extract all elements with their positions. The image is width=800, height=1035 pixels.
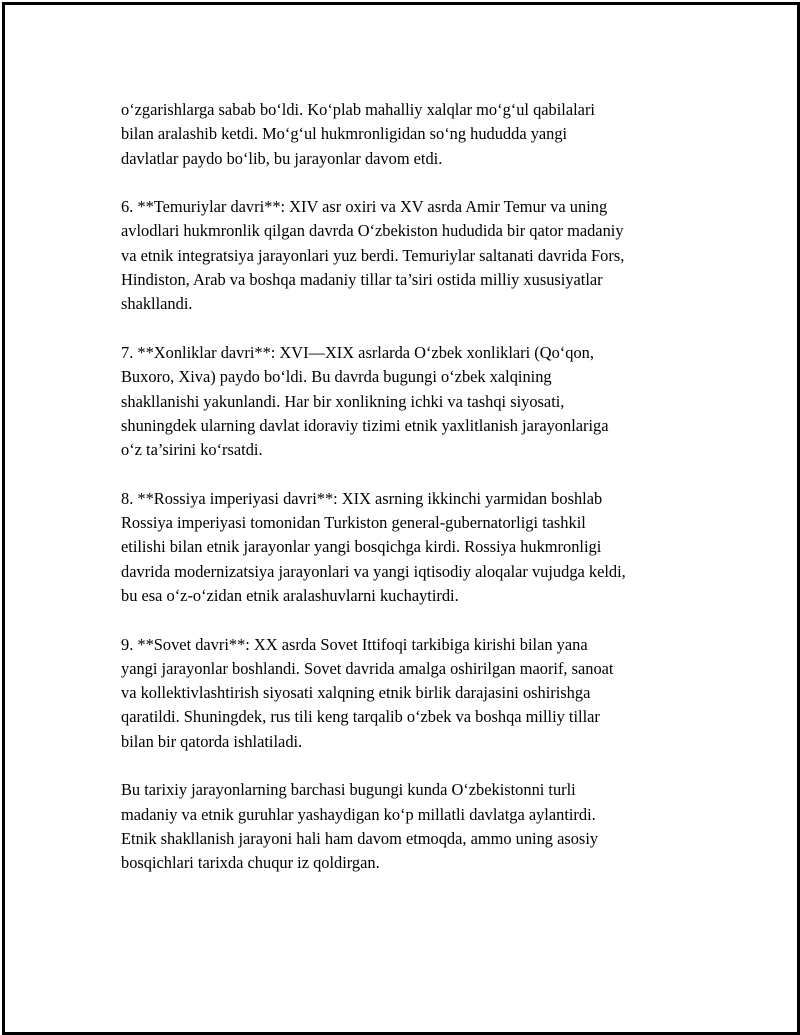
text-line: bu esa o‘z-o‘zidan etnik aralashuvlarni kuchaytirdi. xyxy=(121,585,459,605)
text-line: shakllandi. xyxy=(121,294,193,314)
paragraph-temurid-period xyxy=(121,195,701,316)
paragraph-gap xyxy=(121,462,701,486)
text-line: 7. **Xonliklar davri**: XVI—XIX asrlarda O‘zbek xonliklari (Qo‘qon, xyxy=(121,342,594,362)
text-line: Rossiya imperiyasi tomonidan Turkiston general-gubernatorligi tashkil xyxy=(121,513,586,533)
text-line: Bu tarixiy jarayonlarning barchasi bugungi kunda O‘zbekistonni turli xyxy=(121,780,576,800)
text-line: yangi jarayonlar boshlandi. Sovet davrida amalga oshirilgan maorif, sanoat xyxy=(121,658,614,678)
document-page xyxy=(2,2,800,1035)
text-line: davlatlar paydo bo‘lib, bu jarayonlar davom etdi. xyxy=(121,148,443,168)
text-line: va kollektivlashtirish siyosati xalqning etnik birlik darajasini oshirishga xyxy=(121,683,591,703)
text-line: Hindiston, Arab va boshqa madaniy tillar ta’siri ostida milliy xususiyatlar xyxy=(121,270,603,290)
text-line: va etnik integratsiya jarayonlari yuz berdi. Temuriylar saltanati davrida Fors, xyxy=(121,245,625,265)
paragraph-gap xyxy=(121,608,701,632)
text-line: avlodlari hukmronlik qilgan davrda O‘zbekiston hududida bir qator madaniy xyxy=(121,221,624,241)
paragraph-gap xyxy=(121,171,701,195)
text-line: shuningdek ularning davlat idoraviy tizimi etnik yaxlitlanish jarayonlariga xyxy=(121,415,609,435)
text-line: bilan aralashib ketdi. Mo‘g‘ul hukmronligidan so‘ng hududda yangi xyxy=(121,124,568,144)
paragraph-conclusion xyxy=(121,778,701,875)
text-line: bilan bir qatorda ishlatiladi. xyxy=(121,731,303,751)
document-body xyxy=(121,98,701,876)
paragraph-gap xyxy=(121,754,701,778)
text-line: 8. **Rossiya imperiyasi davri**: XIX asrning ikkinchi yarmidan boshlab xyxy=(121,488,603,508)
text-line: etilishi bilan etnik jarayonlar yangi bosqichga kirdi. Rossiya hukmronligi xyxy=(121,537,602,557)
paragraph-mongol-period xyxy=(121,98,701,171)
text-line: davrida modernizatsiya jarayonlari va yangi iqtisodiy aloqalar vujudga keldi, xyxy=(121,561,626,581)
text-line: Buxoro, Xiva) paydo bo‘ldi. Bu davrda bugungi o‘zbek xalqining xyxy=(121,367,552,387)
text-line: shakllanishi yakunlandi. Har bir xonlikning ichki va tashqi siyosati, xyxy=(121,391,565,411)
text-line: o‘z ta’sirini ko‘rsatdi. xyxy=(121,440,263,460)
text-line: o‘zgarishlarga sabab bo‘ldi. Ko‘plab mahalliy xalqlar mo‘g‘ul qabilalari xyxy=(121,100,595,119)
paragraph-khanates-period xyxy=(121,341,701,462)
paragraph-russian-empire-period xyxy=(121,487,701,608)
paragraph-gap xyxy=(121,317,701,341)
text-line: 6. **Temuriylar davri**: XIV asr oxiri va XV asrda Amir Temur va uning xyxy=(121,197,608,217)
text-line: 9. **Sovet davri**: XX asrda Sovet Ittifoqi tarkibiga kirishi bilan yana xyxy=(121,634,588,654)
text-line: qaratildi. Shuningdek, rus tili keng tarqalib o‘zbek va boshqa milliy tillar xyxy=(121,707,600,727)
paragraph-soviet-period xyxy=(121,633,701,754)
text-line: bosqichlari tarixda chuqur iz qoldirgan. xyxy=(121,853,380,873)
text-line: Etnik shakllanish jarayoni hali ham davom etmoqda, ammo uning asosiy xyxy=(121,828,599,848)
text-line: madaniy va etnik guruhlar yashaydigan ko‘p millatli davlatga aylantirdi. xyxy=(121,804,596,824)
